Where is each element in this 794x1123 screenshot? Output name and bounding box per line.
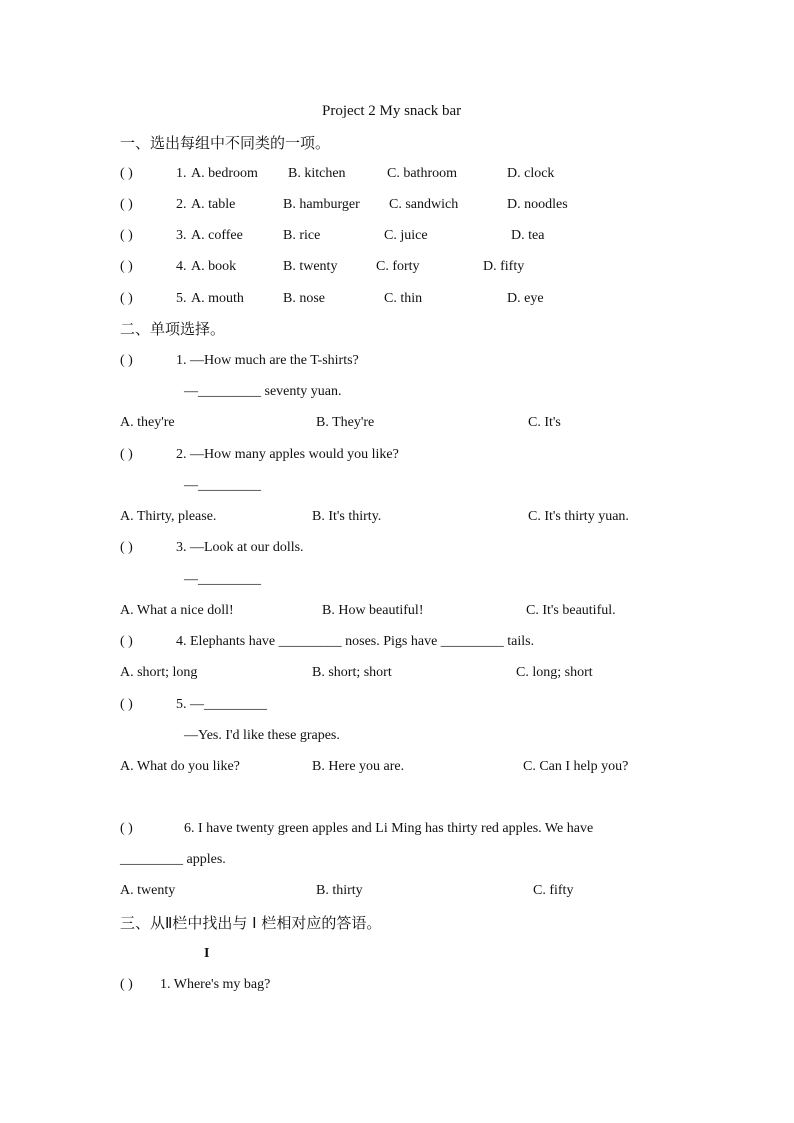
question-continuation: _________ apples. (120, 852, 226, 867)
option-c: C. long; short (516, 665, 593, 680)
question-text: 2. —How many apples would you like? (176, 447, 399, 462)
question-text: 5. —_________ (176, 697, 267, 712)
section2-heading-line (0, 319, 794, 339)
s1-question-row (0, 226, 794, 246)
option-c: C. It's thirty yuan. (528, 509, 629, 524)
option-d: D. noodles (507, 197, 568, 212)
option-a: A. they're (120, 415, 175, 430)
question-number: 5. (176, 291, 187, 306)
worksheet-title-line (0, 101, 794, 121)
option-b: B. kitchen (288, 166, 346, 181)
question-number: 1. (176, 166, 187, 181)
option-b: B. How beautiful! (322, 603, 424, 618)
question-number: 4. (176, 259, 187, 274)
option-c: C. It's (528, 415, 561, 430)
option-b: B. rice (283, 228, 321, 243)
s2-options-row (0, 663, 794, 683)
option-b: B. They're (316, 415, 375, 430)
option-a: A. mouth (191, 291, 244, 306)
option-a: A. table (191, 197, 236, 212)
option-a: A. book (191, 259, 237, 274)
section3-heading: 三、从Ⅱ栏中找出与 I 栏相对应的答语。 (120, 914, 382, 932)
s2-answer-row (0, 382, 794, 402)
s2-options-row (0, 601, 794, 621)
option-d: D. fifty (483, 259, 525, 274)
worksheet-title: Project 2 My snack bar (322, 103, 462, 119)
option-c: C. forty (376, 259, 420, 274)
option-c: C. sandwich (389, 197, 459, 212)
question-number: 2. (176, 197, 187, 212)
question-text: 4. Elephants have _________ noses. Pigs have _________ tails. (176, 634, 535, 649)
option-a: A. What a nice doll! (120, 603, 234, 618)
answer-blank[interactable]: ( ) (120, 634, 133, 649)
option-a: A. short; long (120, 665, 198, 680)
s1-question-row (0, 289, 794, 309)
section1-heading-line (0, 133, 794, 153)
option-a: A. bedroom (191, 166, 258, 181)
column-i-label: I (204, 946, 210, 961)
s2-question-row (0, 695, 794, 715)
option-c: C. bathroom (387, 166, 457, 181)
s1-question-row (0, 195, 794, 215)
s3-question-row (0, 975, 794, 995)
option-b: B. Here you are. (312, 759, 405, 774)
s2-question-row (0, 819, 794, 839)
s1-question-row (0, 257, 794, 277)
option-d: D. clock (507, 166, 555, 181)
option-d: D. eye (507, 291, 544, 306)
option-b: B. twenty (283, 259, 338, 274)
s2-options-row (0, 413, 794, 433)
question-number: 3. (176, 228, 187, 243)
answer-line: —_________ seventy yuan. (184, 384, 342, 399)
option-a: A. Thirty, please. (120, 509, 217, 524)
s2-question-row (0, 351, 794, 371)
section1-heading: 一、选出每组中不同类的一项。 (120, 134, 331, 152)
option-b: B. hamburger (283, 197, 360, 212)
option-b: B. nose (283, 291, 325, 306)
answer-blank[interactable]: ( ) (120, 977, 133, 992)
option-d: D. tea (511, 228, 545, 243)
s2-question-row (0, 538, 794, 558)
question-text: 1. Where's my bag? (160, 977, 271, 992)
answer-blank[interactable]: ( ) (120, 697, 133, 712)
s2-options-row (0, 507, 794, 527)
s2-answer-row (0, 726, 794, 746)
answer-line: —_________ (184, 572, 261, 587)
option-c: C. It's beautiful. (526, 603, 616, 618)
question-text: 6. I have twenty green apples and Li Ming has thirty red apples. We have (184, 821, 594, 836)
s2-answer-row (0, 570, 794, 590)
s2-question-row (0, 632, 794, 652)
question-text: 1. —How much are the T-shirts? (176, 353, 359, 368)
section2-heading: 二、单项选择。 (120, 320, 226, 338)
s1-question-row (0, 164, 794, 184)
column-label-line (0, 944, 794, 964)
s2-continuation-row (0, 850, 794, 870)
s2-options-row (0, 757, 794, 777)
option-a: A. What do you like? (120, 759, 240, 774)
option-b: B. thirty (316, 883, 363, 898)
s2-question-row (0, 445, 794, 465)
option-b: B. It's thirty. (312, 509, 382, 524)
section3-heading-line (0, 913, 794, 933)
answer-line: —Yes. I'd like these grapes. (184, 728, 340, 743)
answer-blank[interactable]: ( ) (120, 821, 133, 836)
answer-blank[interactable]: ( ) (120, 197, 133, 212)
option-a: A. twenty (120, 883, 176, 898)
option-b: B. short; short (312, 665, 392, 680)
answer-blank[interactable]: ( ) (120, 447, 133, 462)
answer-blank[interactable]: ( ) (120, 353, 133, 368)
s2-options-row (0, 881, 794, 901)
option-c: C. Can I help you? (523, 759, 629, 774)
option-c: C. fifty (533, 883, 574, 898)
answer-blank[interactable]: ( ) (120, 540, 133, 555)
option-c: C. thin (384, 291, 423, 306)
answer-blank[interactable]: ( ) (120, 228, 133, 243)
answer-blank[interactable]: ( ) (120, 291, 133, 306)
s2-answer-row (0, 476, 794, 496)
question-text: 3. —Look at our dolls. (176, 540, 304, 555)
option-c: C. juice (384, 228, 428, 243)
option-a: A. coffee (191, 228, 243, 243)
answer-line: —_________ (184, 478, 261, 493)
answer-blank[interactable]: ( ) (120, 259, 133, 274)
answer-blank[interactable]: ( ) (120, 166, 133, 181)
